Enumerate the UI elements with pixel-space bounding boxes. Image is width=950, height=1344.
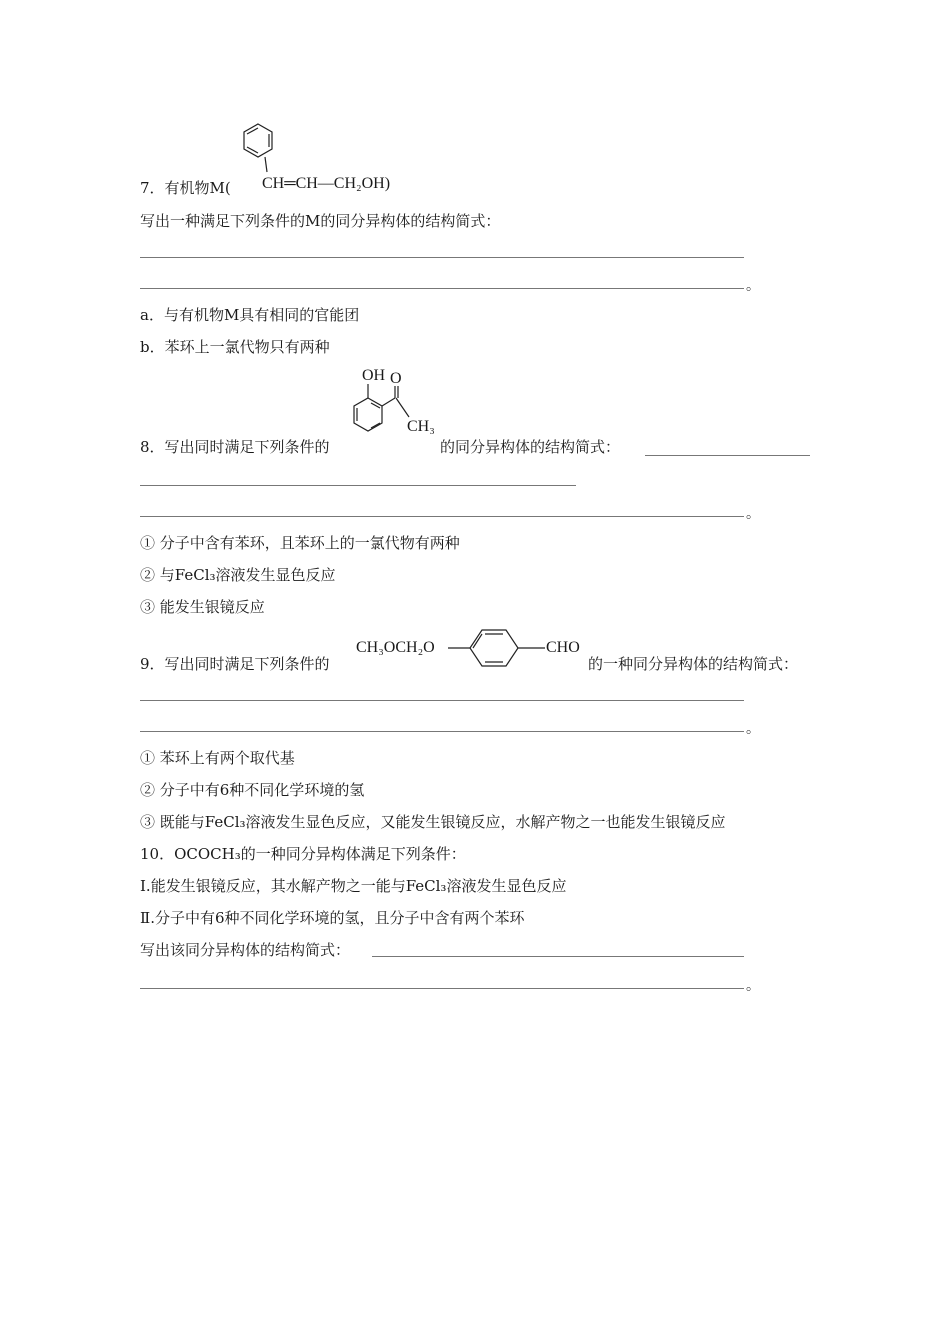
q7-chem-formula: CH═CH—CH₂OH) <box>262 175 391 192</box>
q7-end-mark: 。 <box>746 278 760 294</box>
q7-condition-b: b．苯环上一氯代物只有两种 <box>140 338 330 356</box>
q7-answer-line-2[interactable] <box>140 288 744 289</box>
q10-prompt: 写出该同分异构体的结构简式： <box>140 941 351 959</box>
q9-prefix: 9．写出同时满足下列条件的 <box>140 655 330 673</box>
q8-answer-line-2[interactable] <box>140 485 576 486</box>
q10-answer-line-1[interactable] <box>372 956 744 957</box>
q8-condition-3: ③ 能发生银镜反应 <box>140 598 265 616</box>
q9-condition-3: ③ 既能与FeCl₃溶液发生显色反应，又能发生银镜反应，水解产物之一也能发生银镜反应 <box>140 813 726 831</box>
q9-condition-2: ② 分子中有6种不同化学环境的氢 <box>140 781 365 799</box>
q7-condition-a: a．与有机物M具有相同的官能团 <box>140 306 360 324</box>
q8-answer-line-3[interactable] <box>140 516 744 517</box>
q8-prefix: 8．写出同时满足下列条件的 <box>140 438 330 456</box>
q10-answer-line-2[interactable] <box>140 988 744 989</box>
q9-chem-left: CH₃OCH₂O <box>356 639 435 656</box>
q9-chem-right: CHO <box>546 639 580 656</box>
q8-answer-line-1[interactable] <box>645 455 810 456</box>
q10-condition-2: Ⅱ.分子中有6种不同化学环境的氢，且分子中含有两个苯环 <box>140 909 525 927</box>
q9-benzene-ring-icon <box>0 0 1 1</box>
q7-prompt: 写出一种满足下列条件的M的同分异构体的结构简式： <box>140 212 501 230</box>
q8-condition-2: ② 与FeCl₃溶液发生显色反应 <box>140 566 336 584</box>
q9-answer-line-1[interactable] <box>140 700 744 701</box>
q8-condition-1: ① 分子中含有苯环，且苯环上的一氯代物有两种 <box>140 534 460 552</box>
q8-label-ch3: CH₃ <box>407 418 435 435</box>
q10-intro: 10．OCOCH₃的一种同分异构体满足下列条件： <box>140 845 466 863</box>
q8-label-o: O <box>390 370 402 387</box>
q9-condition-1: ① 苯环上有两个取代基 <box>140 749 295 767</box>
q8-end-mark: 。 <box>746 506 760 522</box>
q9-suffix: 的一种同分异构体的结构简式： <box>588 655 799 673</box>
q9-end-mark: 。 <box>746 721 760 737</box>
q10-condition-1: Ⅰ.能发生银镜反应，其水解产物之一能与FeCl₃溶液发生显色反应 <box>140 877 567 895</box>
q8-suffix: 的同分异构体的结构简式： <box>440 438 621 456</box>
q9-answer-line-2[interactable] <box>140 731 744 732</box>
q7-answer-line-1[interactable] <box>140 257 744 258</box>
q10-end-mark: 。 <box>746 978 760 994</box>
q7-prefix: 7．有机物M( <box>140 179 231 197</box>
q8-label-oh: OH <box>362 367 386 384</box>
